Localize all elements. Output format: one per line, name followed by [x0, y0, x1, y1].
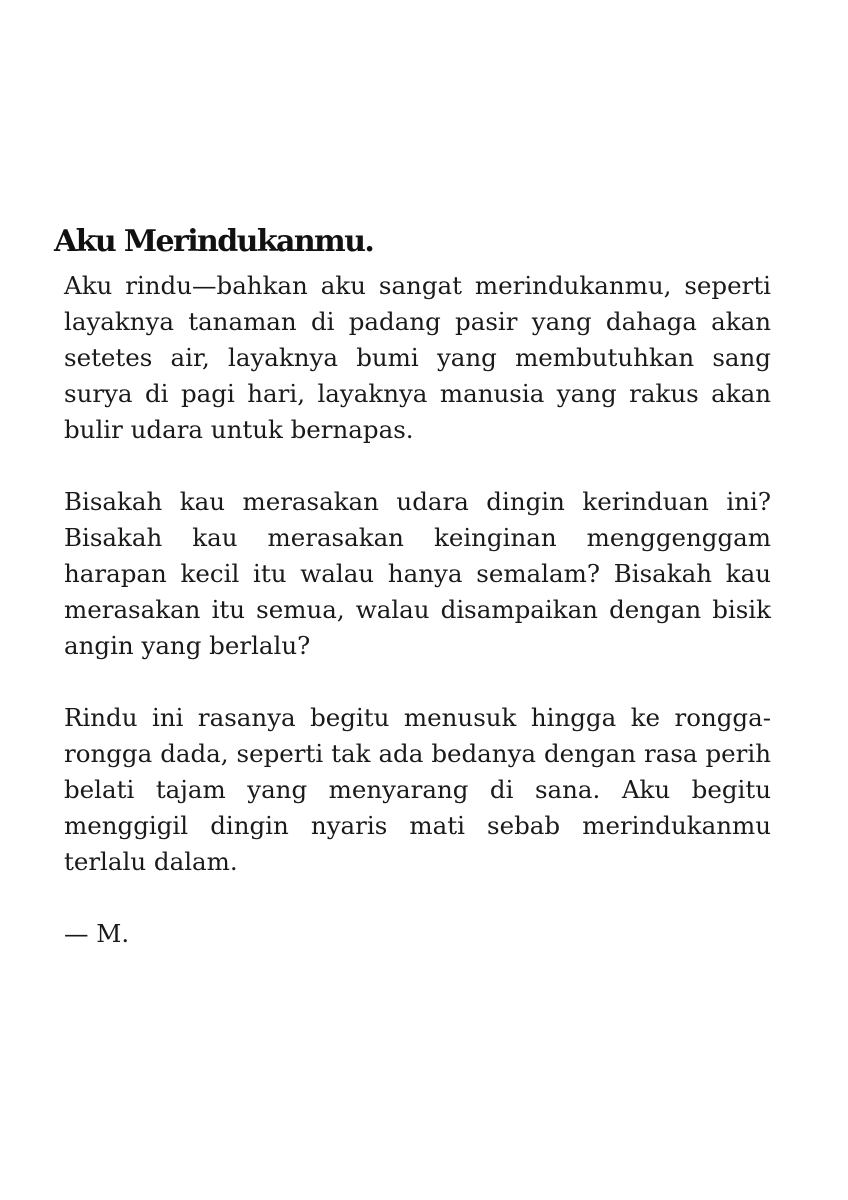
paragraph: Bisakah kau merasakan udara dingin kerinduan ini? Bisakah kau merasakan keinginan menggenggam harapan kecil itu walau hanya semalam? Bisakah kau merasakan itu semua, walau disampaikan dengan bisik angin yang berlalu? — [64, 487, 771, 660]
page-title: Aku Merindukanmu. — [54, 224, 374, 259]
paragraph: Aku rindu—bahkan aku sangat merindukanmu, seperti layaknya tanaman di padang pasir yang dahaga akan setetes air, layaknya bumi yang membutuhkan sang surya di pagi hari, layaknya manusia yang rakus akan bulir udara untuk bernapas. — [64, 271, 771, 444]
article-body — [64, 268, 771, 952]
paragraph: Rindu ini rasanya begitu menusuk hingga ke rongga-rongga dada, seperti tak ada bedanya dengan rasa perih belati tajam yang menyarang di sana. Aku begitu menggigil dingin nyaris mati sebab merindukanmu terlalu dalam. — [64, 703, 771, 876]
signature: — M. — [64, 919, 130, 948]
